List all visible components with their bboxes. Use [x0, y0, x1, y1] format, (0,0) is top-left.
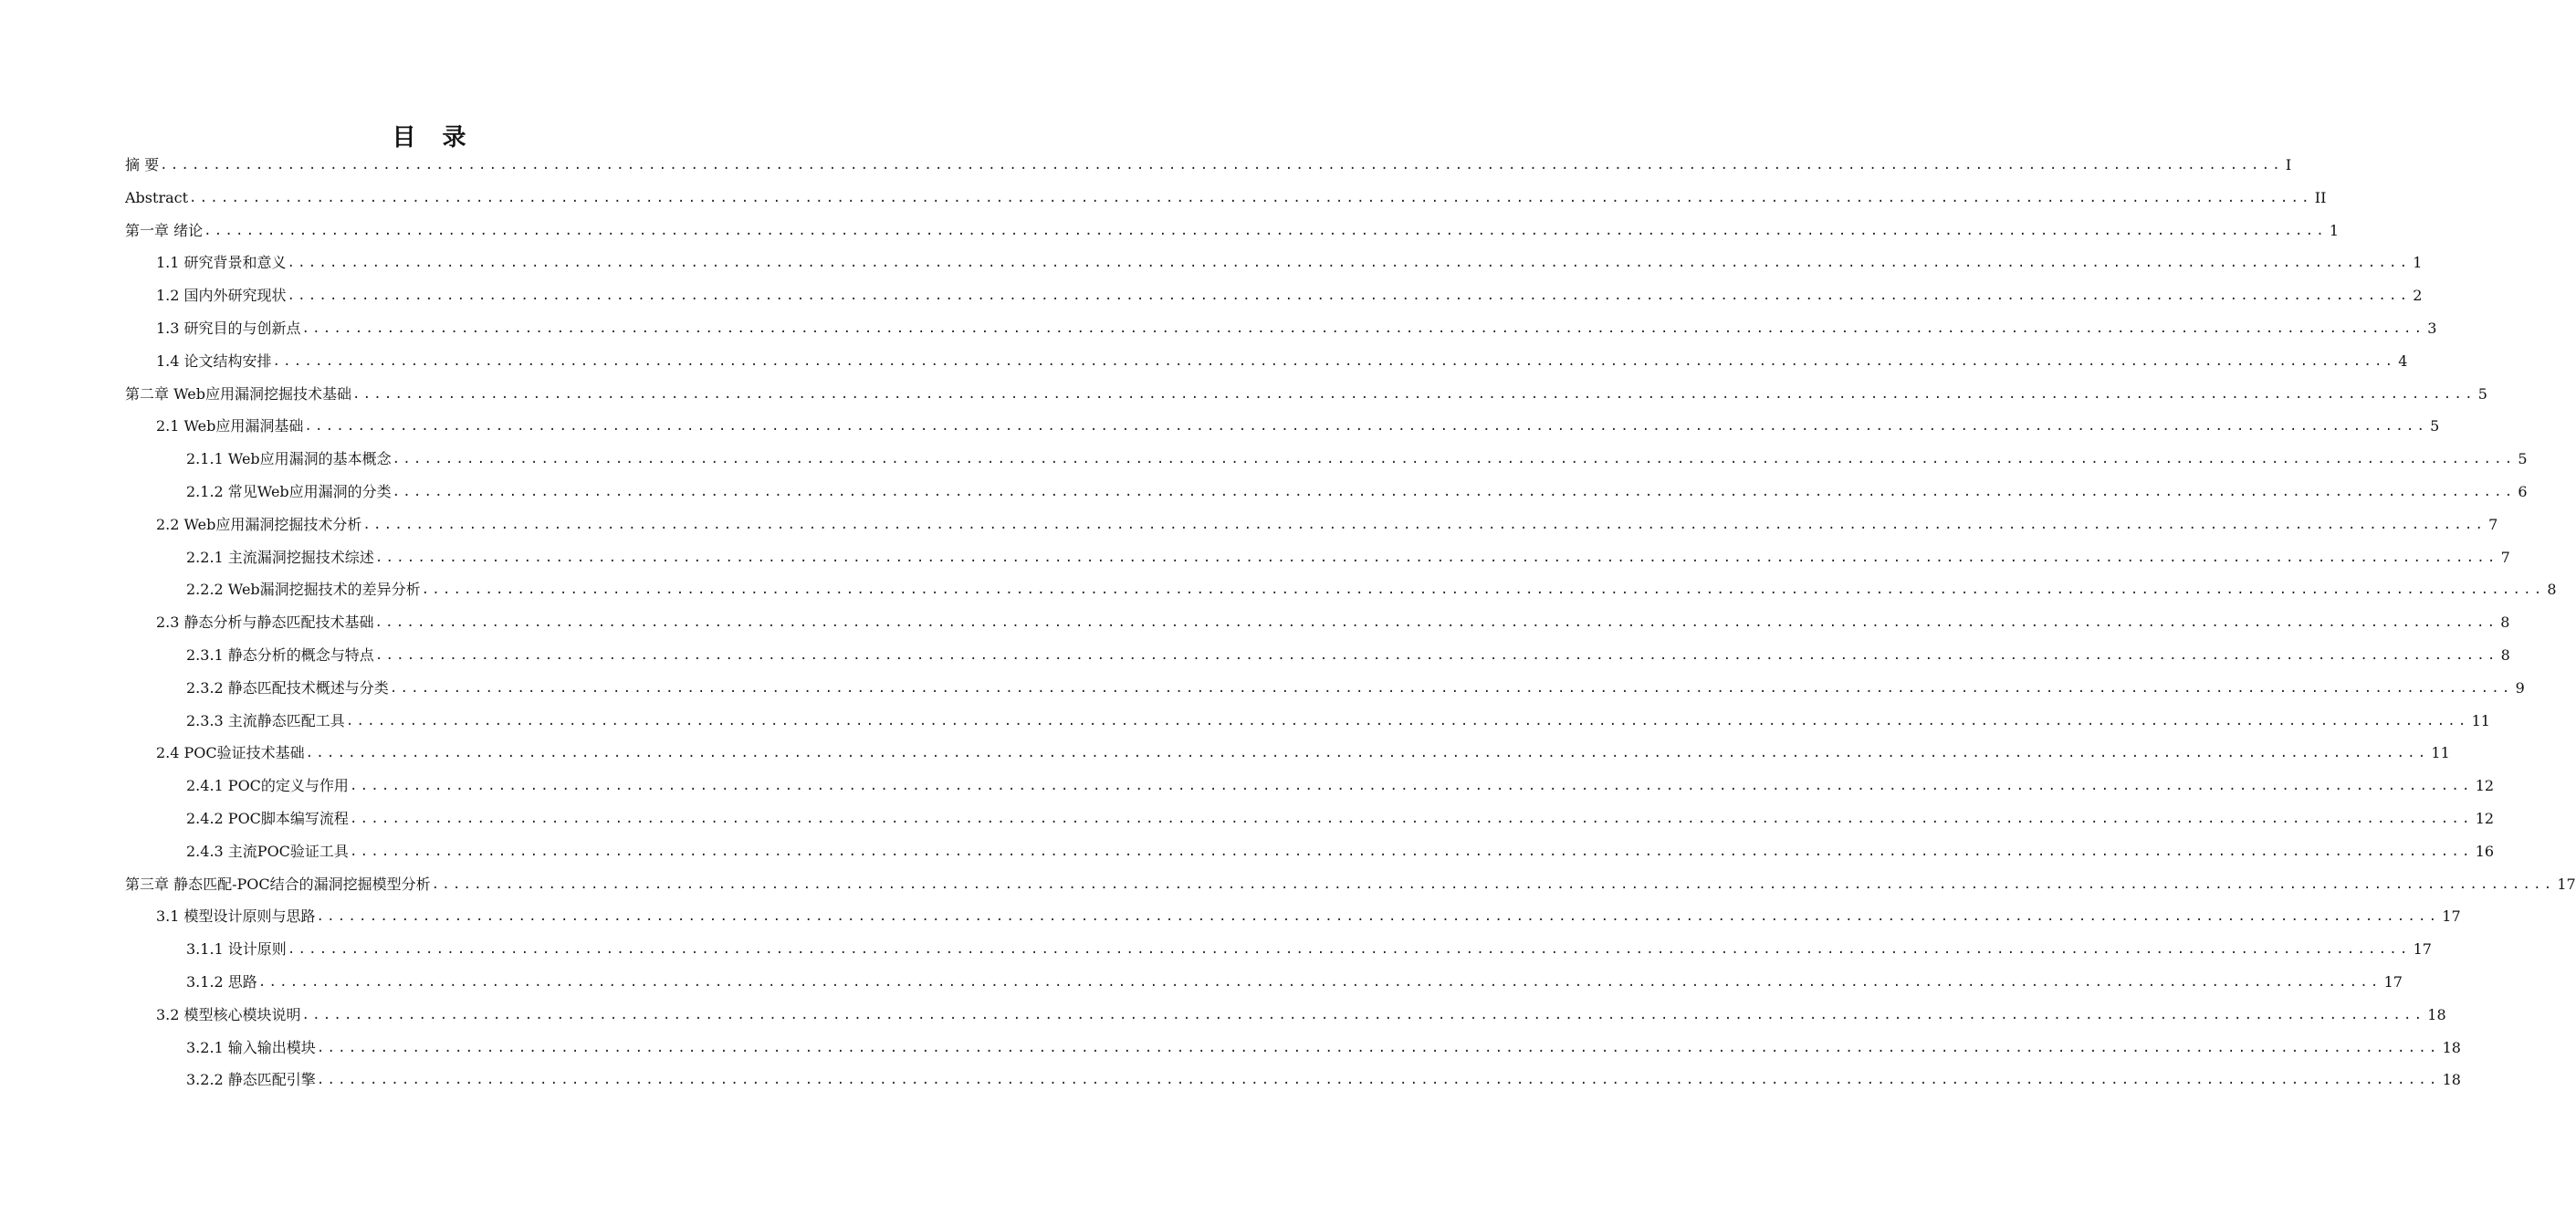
toc-entry-page-number: 17: [2413, 940, 2432, 959]
toc-entry-label: 1.1 研究背景和意义: [156, 254, 287, 272]
toc-entry-label: 2.3 静态分析与静态匹配技术基础: [156, 614, 374, 632]
toc-entry[interactable]: [186, 770, 2495, 802]
toc-entry-label: 1.3 研究目的与创新点: [156, 320, 301, 337]
toc-entry[interactable]: [186, 835, 2495, 868]
toc-entry-page-number: 8: [2500, 646, 2510, 664]
toc-title: 目 录: [392, 124, 476, 152]
toc-entry[interactable]: [156, 900, 2461, 933]
toc-entry-page-number: 5: [2430, 417, 2440, 435]
dot-leader: ........................................................................................................................................................................................................: [362, 517, 2487, 532]
toc-entry[interactable]: [125, 149, 2292, 182]
toc-entry-page-number: 4: [2398, 351, 2408, 370]
toc-entry-label: 3.1.1 设计原则: [186, 940, 287, 959]
toc-entry-page-number: 17: [2383, 973, 2403, 991]
toc-entry-label: 2.4.2 POC脚本编写流程: [186, 810, 349, 827]
toc-entry[interactable]: [156, 999, 2446, 1032]
dot-leader: ........................................................................................................................................................................................................: [160, 158, 2283, 173]
toc-entry-label: 2.3.2 静态匹配技术概述与分类: [186, 678, 389, 697]
dot-leader: ........................................................................................................................................................................................................: [287, 256, 2411, 271]
toc-entry[interactable]: [186, 672, 2525, 705]
toc-entry-label: 1.4 论文结构安排: [156, 351, 272, 370]
toc-entry[interactable]: [186, 933, 2432, 966]
toc-entry-page-number: 17: [2442, 907, 2461, 926]
dot-leader: ........................................................................................................................................................................................................: [304, 419, 2428, 435]
dot-leader: ........................................................................................................................................................................................................: [349, 844, 2473, 859]
toc-entry-label: 2.4 POC验证技术基础: [156, 744, 305, 762]
toc-entry[interactable]: [186, 966, 2403, 999]
toc-entry-label: 2.1.2 常见Web应用漏洞的分类: [186, 483, 392, 500]
toc-entry-label: 2.4.3 主流POC验证工具: [186, 842, 349, 860]
toc-entry-page-number: 12: [2475, 777, 2495, 795]
dot-leader: ........................................................................................................................................................................................................: [316, 909, 2440, 925]
dot-leader: ........................................................................................................................................................................................................: [349, 779, 2473, 794]
toc-entry-page-number: 8: [2500, 614, 2510, 632]
dot-leader: ........................................................................................................................................................................................................: [374, 550, 2498, 565]
toc-entry-label: 2.3.1 静态分析的概念与特点: [186, 646, 374, 664]
toc-entry-page-number: 2: [2413, 287, 2423, 305]
toc-entry-page-number: 6: [2518, 483, 2528, 500]
toc-entry-page-number: 16: [2475, 842, 2495, 860]
toc-entry-label: 2.2.2 Web漏洞挖掘技术的差异分析: [186, 581, 421, 599]
dot-leader: ........................................................................................................................................................................................................: [301, 321, 2425, 336]
dot-leader: ........................................................................................................................................................................................................: [351, 386, 2476, 402]
toc-entry[interactable]: [156, 410, 2440, 443]
toc-entry[interactable]: [125, 378, 2487, 411]
dot-leader: ........................................................................................................................................................................................................: [392, 485, 2516, 499]
dot-leader: ........................................................................................................................................................................................................: [316, 1040, 2440, 1055]
dot-leader: ........................................................................................................................................................................................................: [257, 975, 2382, 990]
toc-entry-page-number: 11: [2471, 711, 2490, 729]
toc-entry[interactable]: [156, 279, 2423, 312]
dot-leader: ........................................................................................................................................................................................................: [421, 582, 2545, 598]
toc-entry-label: 3.2.2 静态匹配引擎: [186, 1071, 316, 1089]
toc-entry-page-number: 7: [2488, 515, 2498, 533]
dot-leader: ........................................................................................................................................................................................................: [345, 713, 2469, 729]
toc-entry-label: 3.1.2 思路: [186, 973, 257, 991]
toc-entry[interactable]: [156, 509, 2498, 541]
dot-leader: ........................................................................................................................................................................................................: [374, 615, 2498, 631]
toc-entry-label: 2.1.1 Web应用漏洞的基本概念: [186, 450, 392, 468]
toc-entry-page-number: 18: [2442, 1071, 2461, 1089]
toc-entry-label: 3.1 模型设计原则与思路: [156, 907, 316, 926]
toc-entry-page-number: II: [2314, 188, 2327, 206]
toc-entry-label: 2.4.1 POC的定义与作用: [186, 777, 349, 795]
toc-entry-label: 1.2 国内外研究现状: [156, 287, 287, 305]
dot-leader: ........................................................................................................................................................................................................: [287, 288, 2411, 304]
toc-entry[interactable]: [186, 476, 2528, 509]
toc-entry-page-number: 9: [2515, 678, 2525, 697]
toc-entry[interactable]: [156, 737, 2450, 770]
toc-entry-label: 第三章 静态匹配-POC结合的漏洞挖掘模型分析: [125, 875, 431, 893]
dot-leader: ........................................................................................................................................................................................................: [301, 1007, 2425, 1022]
toc-entry-label: 2.3.3 主流静态匹配工具: [186, 711, 345, 729]
dot-leader: ........................................................................................................................................................................................................: [305, 746, 2429, 761]
dot-leader: ........................................................................................................................................................................................................: [316, 1073, 2440, 1088]
toc-entry-page-number: 8: [2547, 581, 2557, 599]
dot-leader: ........................................................................................................................................................................................................: [374, 648, 2498, 663]
toc-entry-label: 2.1 Web应用漏洞基础: [156, 417, 304, 435]
toc-entry-page-number: 5: [2518, 450, 2528, 468]
toc-entry[interactable]: [186, 541, 2510, 574]
toc-entry-page-number: 11: [2431, 744, 2450, 762]
toc-entry[interactable]: [156, 246, 2423, 279]
dot-leader: ........................................................................................................................................................................................................: [349, 812, 2473, 826]
dot-leader: ........................................................................................................................................................................................................: [392, 452, 2516, 467]
toc-entry-page-number: 17: [2557, 875, 2576, 893]
toc-entry-label: Abstract: [125, 188, 189, 206]
toc-entry[interactable]: [156, 345, 2408, 378]
toc-entry-label: 3.2.1 输入输出模块: [186, 1038, 316, 1056]
toc-entry-page-number: 7: [2500, 548, 2510, 566]
dot-leader: ........................................................................................................................................................................................................: [189, 190, 2312, 205]
toc-entry-page-number: 18: [2442, 1038, 2461, 1056]
toc-entry[interactable]: [186, 1032, 2461, 1064]
dot-leader: ........................................................................................................................................................................................................: [272, 353, 2396, 369]
toc-entry-page-number: 3: [2427, 320, 2437, 337]
toc-entry[interactable]: [125, 215, 2340, 247]
toc-entry[interactable]: [186, 639, 2510, 672]
toc-entry[interactable]: [125, 182, 2327, 215]
dot-leader: ........................................................................................................................................................................................................: [204, 223, 2327, 238]
toc-entry-page-number: I: [2285, 156, 2292, 173]
toc-entry-label: 第二章 Web应用漏洞挖掘技术基础: [125, 384, 351, 403]
toc-entry[interactable]: [186, 802, 2495, 835]
toc-entry[interactable]: [125, 868, 2576, 901]
toc-entry-page-number: 12: [2475, 810, 2495, 827]
toc-entry[interactable]: [186, 573, 2557, 606]
dot-leader: ........................................................................................................................................................................................................: [431, 876, 2555, 892]
toc-entry-page-number: 1: [2329, 221, 2340, 239]
dot-leader: ........................................................................................................................................................................................................: [287, 942, 2411, 958]
toc-entry-label: 第一章 绪论: [125, 221, 204, 239]
toc-entry[interactable]: [186, 443, 2528, 476]
toc-entry-page-number: 18: [2427, 1005, 2446, 1023]
toc-entry-page-number: 5: [2477, 384, 2487, 403]
toc-entry-label: 2.2 Web应用漏洞挖掘技术分析: [156, 515, 362, 533]
toc-entry[interactable]: [156, 312, 2437, 345]
dot-leader: ........................................................................................................................................................................................................: [389, 680, 2513, 696]
toc-entry-label: 摘 要: [125, 156, 160, 173]
toc-entry-label: 2.2.1 主流漏洞挖掘技术综述: [186, 548, 374, 566]
toc-entry-label: 3.2 模型核心模块说明: [156, 1005, 301, 1023]
toc-entry[interactable]: [156, 606, 2510, 639]
toc-entry[interactable]: [186, 705, 2490, 738]
toc-entry-page-number: 1: [2413, 254, 2423, 272]
toc-entry[interactable]: [186, 1064, 2461, 1096]
